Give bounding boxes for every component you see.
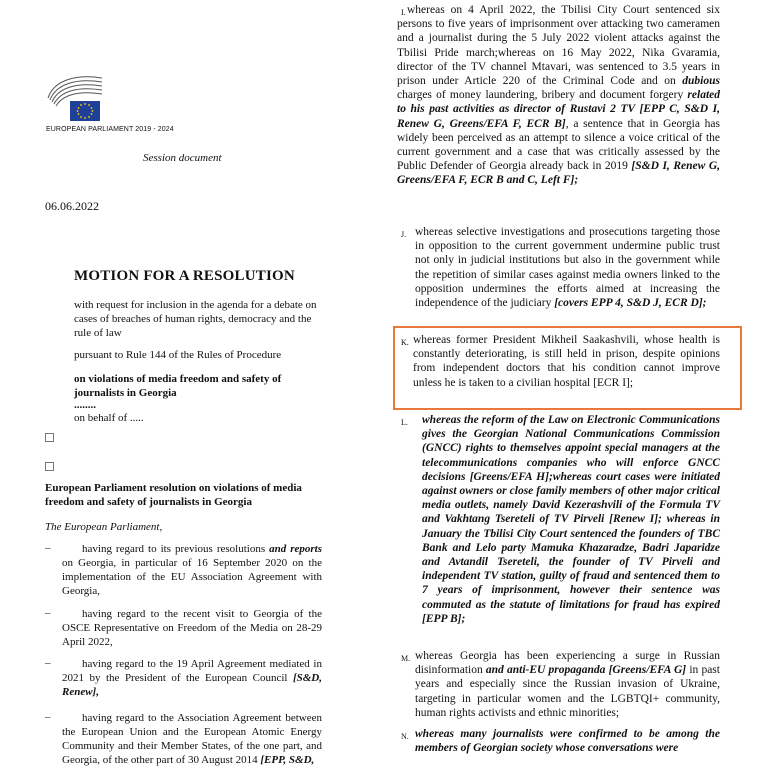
right-page: I. whereas on 4 April 2022, the Tbilisi City Court sentenced six persons to five years of imprisonment over attacking two cameramen and a journalist during the 5 July 2022 violent attacks against the Tbilisi Pride march;whereas on 16 May 2022, Nika Gvaramia, director of the TV channel Mtavari, was sentenced to 3.5 years in prison under Article 220 of the Criminal Code and on dubious charges of money laundering, bribery and document forgery related to his past activities as director of Rustavi 2 TV [EPP C, S&D I, Renew G, Greens/EFA F, ECR B], a sentence that in Georgia has widely been perceived as an attempt to silence a voice critical of the current government and a case that was critically assessed by the Public Defender of Georgia already back in 2019 [S&D I, Renew G, Greens/EFA F, ECR B and C, Left F]; J. whereas selective investigations and prosecutions targeting those in opposition to the current government undermine public trust not only in judicial institutions but also in the government while the repetition of similar cases against media owners linked to the opposition undermines the efforts aimed at increasing the independence of the judiciary [covers EPP 4, S&D J, ECR D]; K. whereas former President Mikheil Saakashvili, whose health is constantly deteriorating, is still held in prison, despite opinions from independent doctors that his condition cannot improve unless he is taken to a civilian hospital [ECR I]; L. whereas the reform of the Law on Electronic Communications gives the Georgian National Communications Commission (GNCC) rights to themselves appoint special managers at the telecommunications companies who will enforce GNCC decisions [Greens/EFA H];whereas court cases were initiated against owners or close family members of other major critical media outlets, namely David Kezerashvili of the Formula TV and Vakhtang Tsereteli of TV Pirveli [Renew I]; whereas in January the Tbilisi City Court sentenced the founders of TBC Bank and Lelo party Mamuka Khazaradze, Badri Japaridze and Avtandil Tsereteli, the founder of TV Pirveli and independent TV station, guilty of fraud and sentenced them to 7 years of imprisonment, however their sentence was commuted as the statute of limitations for fraud has expired [EPP B]; M. whereas Georgia has been experiencing a surge in Russian disinformation and anti-EU propaganda [Greens/EFA G] in past years and especially since the Russian invasion of Ukraine, targeting in particular women and the LGBTQI+ community, human rights activists and ethnic minorities; N. whereas many journalists were confirmed to be among the members of Georgian society whose conversations were (397, 4, 721, 755)
citation-3: having regard to the 19 April Agreement mediated in 2021 by the President of the European Council [S&D, Renew], (62, 658, 322, 698)
dots-placeholder: ........ (74, 399, 96, 411)
motion-title: MOTION FOR A RESOLUTION (74, 268, 295, 284)
citation-dash: – (45, 542, 51, 554)
left-page (0, 0, 385, 766)
highlight-box (393, 326, 742, 410)
ep-heading: The European Parliament, (45, 521, 163, 533)
session-document-label: Session document (143, 152, 222, 164)
resolution-title: European Parliament resolution on violations of media freedom and safety of journalists in Georgia (45, 482, 302, 508)
checkbox-1[interactable] (45, 433, 54, 442)
pursuant-text: pursuant to Rule 144 of the Rules of Procedure (74, 349, 282, 361)
request-text: with request for inclusion in the agenda for a debate on cases of breaches of human rights, democracy and the rule of law (74, 299, 317, 339)
citation-dash: – (45, 607, 51, 619)
citation-dash: – (45, 657, 51, 669)
citation-2: having regard to the recent visit to Georgia of the OSCE Representative on Freedom of the Media on 28-29 April 2022, (62, 608, 322, 648)
subject-text: on violations of media freedom and safety of journalists in Georgia (74, 373, 282, 399)
checkbox-2[interactable] (45, 462, 54, 471)
behalf-text: on behalf of ..... (74, 412, 144, 424)
document-date: 06.06.2022 (45, 199, 99, 213)
citation-1: having regard to its previous resolutions and reports on Georgia, in particular of 16 September 2020 on the implementation of the EU Association Agreement with Georgia, (62, 543, 323, 597)
citation-dash: – (45, 711, 51, 723)
logo-caption: EUROPEAN PARLIAMENT 2019 - 2024 (46, 126, 174, 133)
european-parliament-logo (46, 72, 106, 122)
citation-4: having regard to the Association Agreement between the European Union and the European Atomic Energy Community and their Member States, of the one part, and Georgia, of the other part of 30 August 2014 [EPP, S&D, (62, 712, 322, 766)
